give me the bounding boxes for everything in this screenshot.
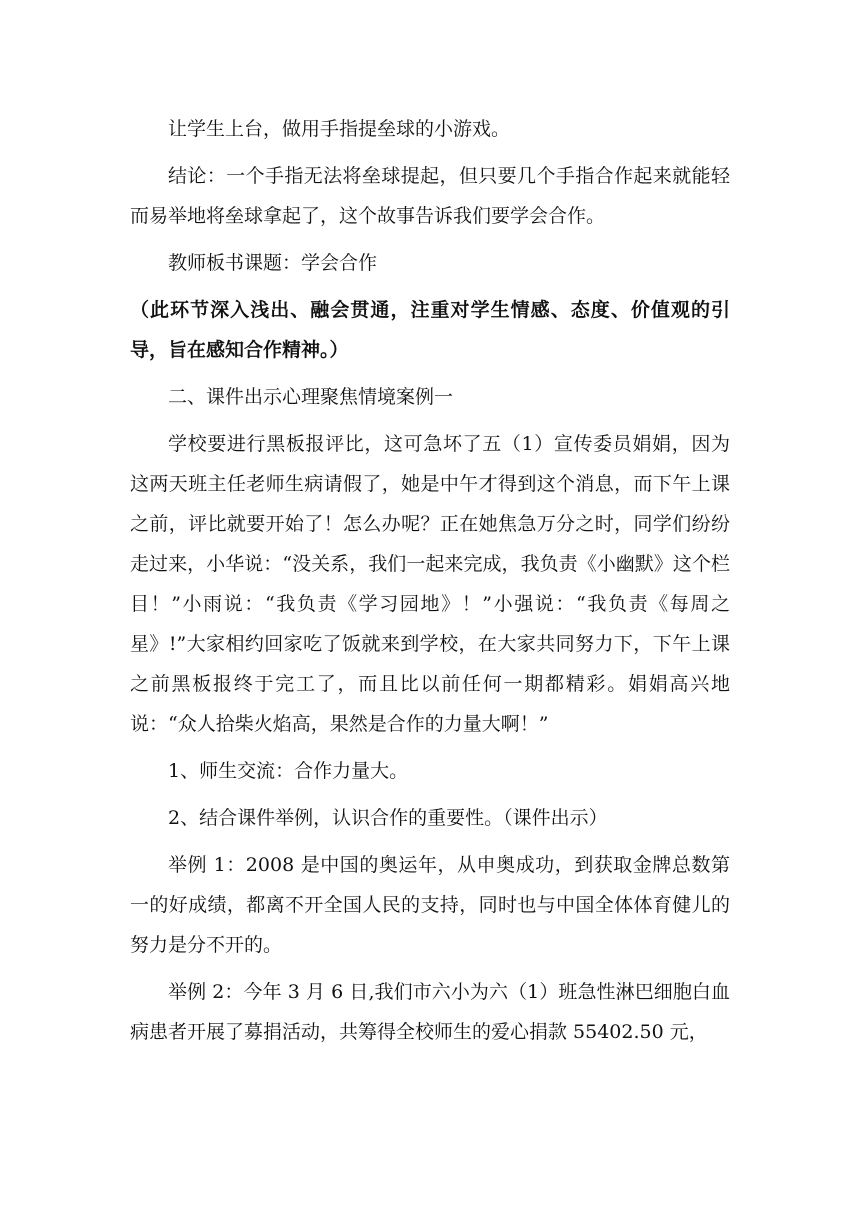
section-heading-case-one: 二、课件出示心理聚焦情境案例一 (168, 386, 454, 408)
paragraph-game: 让学生上台，做用手指提垒球的小游戏。 (168, 118, 511, 140)
paragraph-case-story: 学校要进行黑板报评比，这可急坏了五（1）宣传委员娟娟，因为这两天班主任老师生病请假了，她是中午才得到这个消息，而下午上课之前，评比就要开始了！怎么办呢？正在她焦急万分之时，同学们纷纷走过来，小华说：“没关系，我们一起来完成，我负责《小幽默》这个栏目！”小雨说：“我负责《学习园地》！”小强说：“我负责《每周之星》!”大家相约回家吃了饭就来到学校，在大家共同努力下，下午上课之前黑板报终于完工了，而且比以前任何一期都精彩。娟娟高兴地说：“众人拾柴火焰高，果然是合作的力量大啊！” (130, 433, 730, 735)
paragraph-teaching-note: （此环节深入浅出、融会贯通，注重对学生情感、态度、价值观的引导，旨在感知合作精神。） (130, 299, 730, 361)
list-item-examples: 2、结合课件举例，认识合作的重要性。（课件出示） (168, 807, 608, 829)
list-item-exchange: 1、师生交流：合作力量大。 (168, 760, 409, 782)
paragraph-example-two: 举例 2：今年 3 月 6 日,我们市六小为六（1）班急性淋巴细胞白血病患者开展了募捐活动，共筹得全校师生的爱心捐款 55402.50 元， (130, 981, 730, 1043)
paragraph-lesson-title: 教师板书课题：学会合作 (168, 252, 378, 274)
paragraph-example-one: 举例 1：2008 是中国的奥运年，从申奥成功，到获取金牌总数第一的好成绩，都离不开全国人民的支持，同时也与中国全体体育健儿的努力是分不开的。 (130, 854, 730, 956)
document-body (130, 109, 730, 1059)
paragraph-conclusion: 结论：一个手指无法将垒球提起，但只要几个手指合作起来就能轻而易举地将垒球拿起了，这个故事告诉我们要学会合作。 (130, 165, 730, 227)
